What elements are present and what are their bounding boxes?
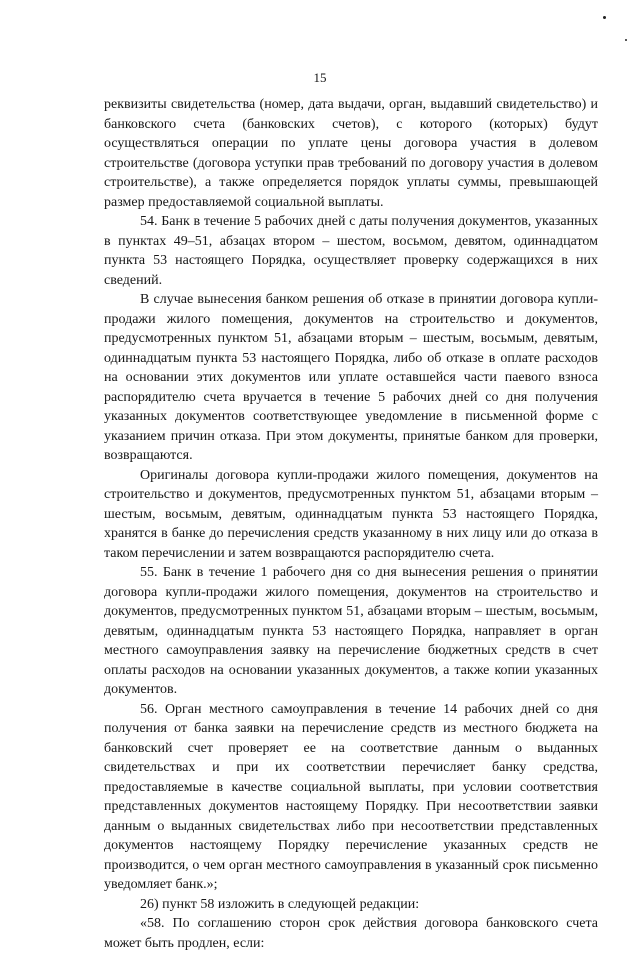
scan-speck	[603, 16, 606, 19]
scan-speck	[625, 39, 627, 41]
paragraph-originals: Оригиналы договора купли-продажи жилого помещения, документов на строительство и документов, предусмотренных пунктом 51, абзацами вторым – шестым, восьмым, девятым, одиннадцатым пункта 53 настоящего Порядка, хранятся в банке до перечисления средств указанному в них лицу или до отказа в таком перечислении и затем возвращаются распорядителю счета.	[104, 467, 598, 561]
paragraph-continuation: реквизиты свидетельства (номер, дата выдачи, орган, выдавший свидетельство) и банковского счета (банковских счетов), с которого (которых) будут осуществляться операции по уплате цены договора участия в долевом строительстве (договора уступки прав требований по договору участия в долевом строительстве), а также определяется порядок уплаты суммы, превышающей размер предоставляемой социальной выплаты.	[104, 97, 598, 210]
paragraph-item-56: 56. Орган местного самоуправления в течение 14 рабочих дней со дня получения от банка заявки на перечисление средств из местного бюджета на банковский счет проверяет ее на соответствие данным о выданных свидетельствах и при их соответствии перечисляет банку средства, предоставляемые в качестве социальной выплаты, при условии соответствия представленных документов настоящему Порядку. При несоответствии заявки данным о выданных свидетельствах либо при несоответствии представленных документов настоящему Порядку перечисление указанных средств не производится, о чем орган местного самоуправления в указанный срок письменно уведомляет банк.»;	[104, 701, 598, 892]
paragraph-item-54: 54. Банк в течение 5 рабочих дней с даты получения документов, указанных в пунктах 49–51, абзацах втором – шестом, восьмом, девятом, одиннадцатом пункта 53 настоящего Порядка, осуществляет проверку содержащихся в них сведений.	[104, 214, 598, 288]
page-number: 15	[313, 70, 327, 85]
document-body	[104, 95, 598, 953]
paragraph-item-58: «58. По соглашению сторон срок действия договора банковского счета может быть продлен, если:	[104, 916, 598, 951]
paragraph-refusal-case: В случае вынесения банком решения об отказе в принятии договора купли-продажи жилого помещения, документов на строительство и документов, предусмотренных пунктом 51, абзацами вторым – шестым, восьмым, девятым, одиннадцатым пункта 53 настоящего Порядка, либо об отказе в оплате расходов на основании этих документов или уплате оставшейся части паевого взноса распорядителю счета вручается в течение 5 рабочих дней со дня получения указанных документов соответствующее уведомление в письменной форме с указанием причин отказа. При этом документы, принятые банком для проверки, возвращаются.	[104, 292, 598, 463]
paragraph-item-26: 26) пункт 58 изложить в следующей редакции:	[140, 896, 420, 912]
paragraph-item-55: 55. Банк в течение 1 рабочего дня со дня вынесения решения о принятии договора купли-продажи жилого помещения, документов на строительство и документов, предусмотренных пунктом 51, абзацами вторым – шестым, восьмым, девятым, одиннадцатым пункта 53 настоящего Порядка, направляет в орган местного самоуправления заявку на перечисление бюджетных средств в счет оплаты расходов на основании указанных документов, а также копии указанных документов.	[104, 565, 598, 697]
